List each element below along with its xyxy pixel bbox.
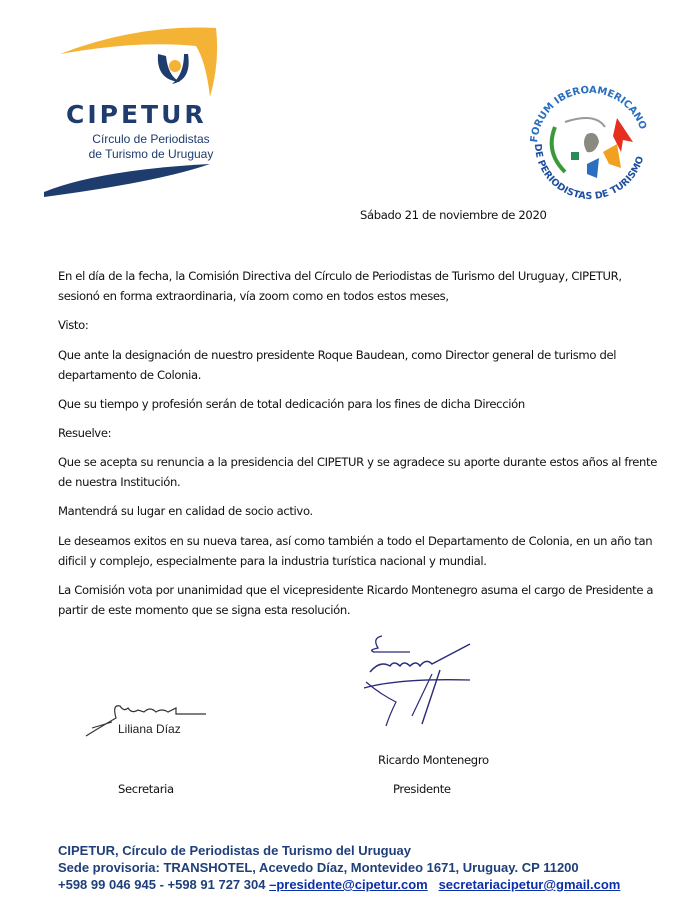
- paragraph-resuelve: Resuelve:: [58, 426, 112, 440]
- paragraph-designacion: Que ante la designación de nuestro presidente Roque Baudean, como Director general de turismo del departamento de Colonia.: [58, 348, 617, 382]
- signatory-name-secretary: Liliana Díaz: [118, 722, 181, 736]
- paragraph-renuncia: Que se acepta su renuncia a la presidencia del CIPETUR y se agradece su aporte durante estos años al frente de nuestra Institución.: [58, 455, 658, 489]
- paragraph-votacion: La Comisión vota por unanimidad que el vicepresidente Ricardo Montenegro asuma el cargo de Presidente a partir de este momento que se signa esta resolución.: [58, 583, 654, 617]
- signatory-name-president: Ricardo Montenegro: [378, 753, 489, 767]
- paragraph-socio: Mantendrá su lugar en calidad de socio activo.: [58, 504, 313, 518]
- paragraph-dedicacion: Que su tiempo y profesión serán de total dedicación para los fines de dicha Dirección: [58, 397, 525, 411]
- paragraph-intro: En el día de la fecha, la Comisión Directiva del Círculo de Periodistas de Turismo del Uruguay, CIPETUR, sesionó en forma extraordinaria, vía zoom como en todos estos meses,: [58, 269, 622, 303]
- email-link-secretaria[interactable]: secretariacipetur@gmail.com: [438, 877, 621, 892]
- role-presidente: Presidente: [393, 782, 451, 796]
- cipetur-logo: [38, 22, 228, 197]
- logo-subtitle-line1: Círculo de Periodistas: [92, 132, 210, 146]
- email-link-presidente[interactable]: –presidente@cipetur.com: [269, 877, 428, 892]
- footer-address: Sede provisoria: TRANSHOTEL, Acevedo Díaz, Montevideo 1671, Uruguay. CP 11200: [58, 860, 579, 875]
- svg-text:DE PERIODISTAS DE TURISMO: DE PERIODISTAS DE TURISMO: [531, 143, 647, 203]
- footer-phones: +598 99 046 945 - +598 91 727 304: [58, 877, 270, 892]
- signature-montenegro: [360, 630, 500, 730]
- svg-text:FORUM IBEROAMERICANO: FORUM IBEROAMERICANO: [529, 84, 649, 144]
- logo-title: CIPETUR: [66, 100, 207, 129]
- paragraph-exitos: Le deseamos exitos en su nueva tarea, así como también a todo el Departamento de Colonia, en un año tan dificil y complejo, especialmente para la industria turística nacional y mundial.: [58, 534, 653, 568]
- logo-subtitle: [66, 132, 236, 162]
- logo-subtitle-line2: de Turismo de Uruguay: [88, 147, 214, 161]
- footer-contact-line: [58, 876, 620, 893]
- paragraph-visto: Visto:: [58, 318, 89, 332]
- role-secretaria: Secretaria: [118, 782, 174, 796]
- handwritten-signature-icon: [360, 630, 500, 730]
- forum-emblem-icon: [525, 82, 655, 210]
- footer-org-name: CIPETUR, Círculo de Periodistas de Turismo del Uruguay: [58, 843, 411, 858]
- footer-contact: [58, 842, 620, 893]
- document-date: Sábado 21 de noviembre de 2020: [360, 208, 547, 222]
- forum-iberoamericano-logo: [525, 82, 655, 210]
